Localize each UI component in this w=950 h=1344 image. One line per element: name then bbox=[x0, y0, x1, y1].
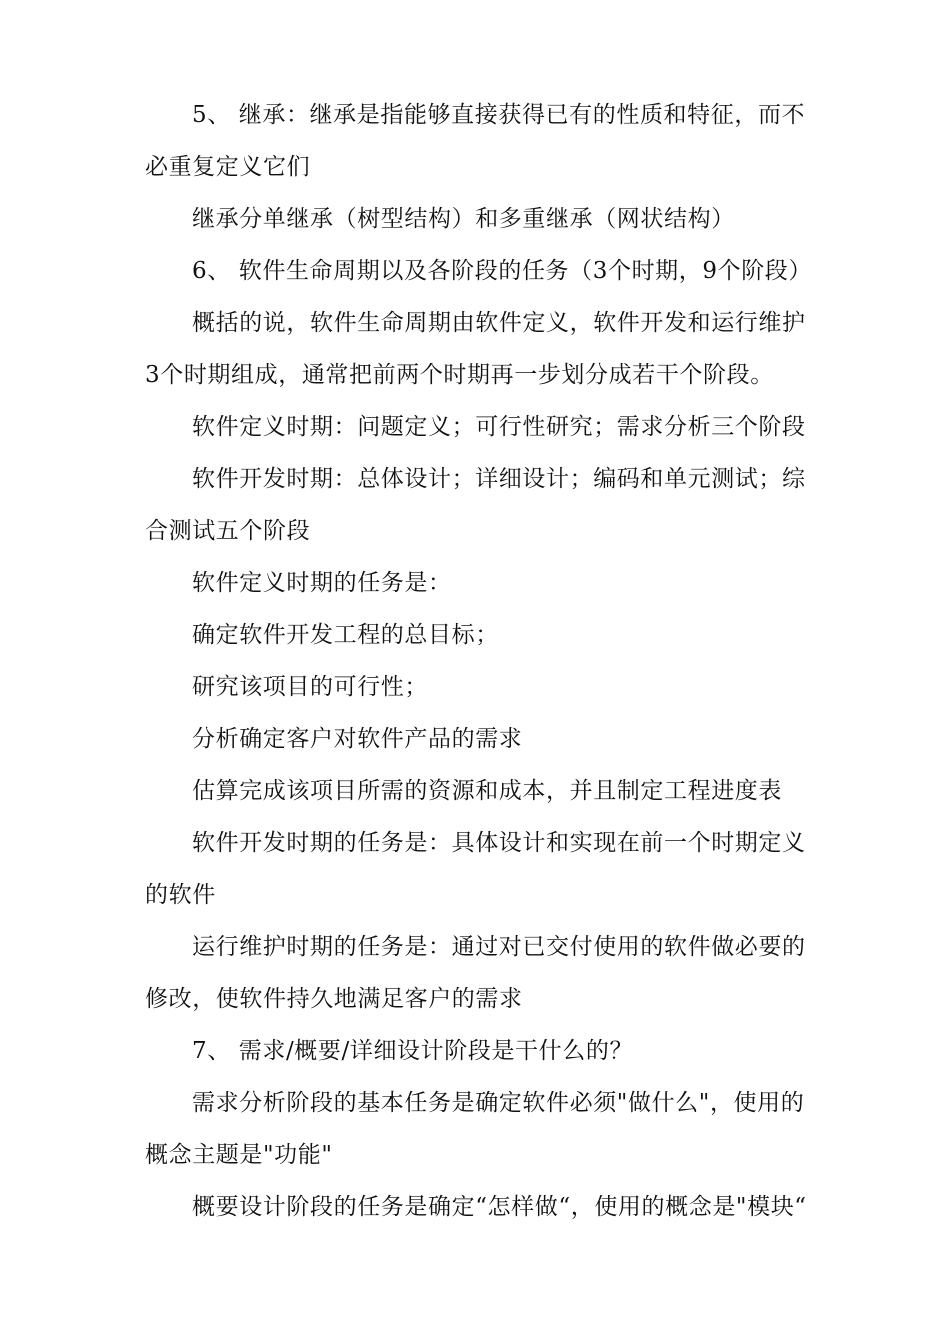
paragraph-task-estimate: 估算完成该项目所需的资源和成本，并且制定工程进度表 bbox=[192, 778, 782, 804]
paragraph-inheritance-definition: 5、 继承：继承是指能够直接获得已有的性质和特征，而不必重复定义它们 bbox=[145, 102, 806, 180]
paragraph-task-overall-goal: 确定软件开发工程的总目标； bbox=[192, 622, 499, 648]
paragraph-maintenance-tasks: 运行维护时期的任务是：通过对已交付使用的软件做必要的修改，使软件持久地满足客户的需求 bbox=[145, 934, 806, 1012]
paragraph-task-feasibility: 研究该项目的可行性； bbox=[192, 674, 428, 700]
paragraph-lifecycle-heading: 6、 软件生命周期以及各阶段的任务（3个时期，9个阶段） bbox=[192, 258, 813, 284]
paragraph-definition-tasks-heading: 软件定义时期的任务是： bbox=[192, 570, 452, 596]
paragraph-inheritance-types: 继承分单继承（树型结构）和多重继承（网状结构） bbox=[192, 206, 735, 232]
paragraph-task-requirements: 分析确定客户对软件产品的需求 bbox=[192, 726, 523, 752]
paragraph-design-phases-heading: 7、 需求/概要/详细设计阶段是干什么的？ bbox=[192, 1038, 634, 1064]
paragraph-development-tasks: 软件开发时期的任务是：具体设计和实现在前一个时期定义的软件 bbox=[145, 830, 806, 908]
paragraph-outline-design: 概要设计阶段的任务是确定“怎样做“，使用的概念是"模块“ bbox=[192, 1194, 807, 1220]
paragraph-lifecycle-summary: 概括的说，软件生命周期由软件定义，软件开发和运行维护3个时期组成，通常把前两个时期再一步划分成若干个阶段。 bbox=[145, 310, 806, 388]
paragraph-development-period: 软件开发时期：总体设计；详细设计；编码和单元测试；综合测试五个阶段 bbox=[145, 466, 806, 544]
paragraph-definition-period: 软件定义时期：问题定义；可行性研究；需求分析三个阶段 bbox=[192, 414, 806, 440]
document-body bbox=[145, 89, 817, 1233]
paragraph-requirements-analysis: 需求分析阶段的基本任务是确定软件必须"做什么"，使用的概念主题是"功能" bbox=[145, 1090, 805, 1168]
